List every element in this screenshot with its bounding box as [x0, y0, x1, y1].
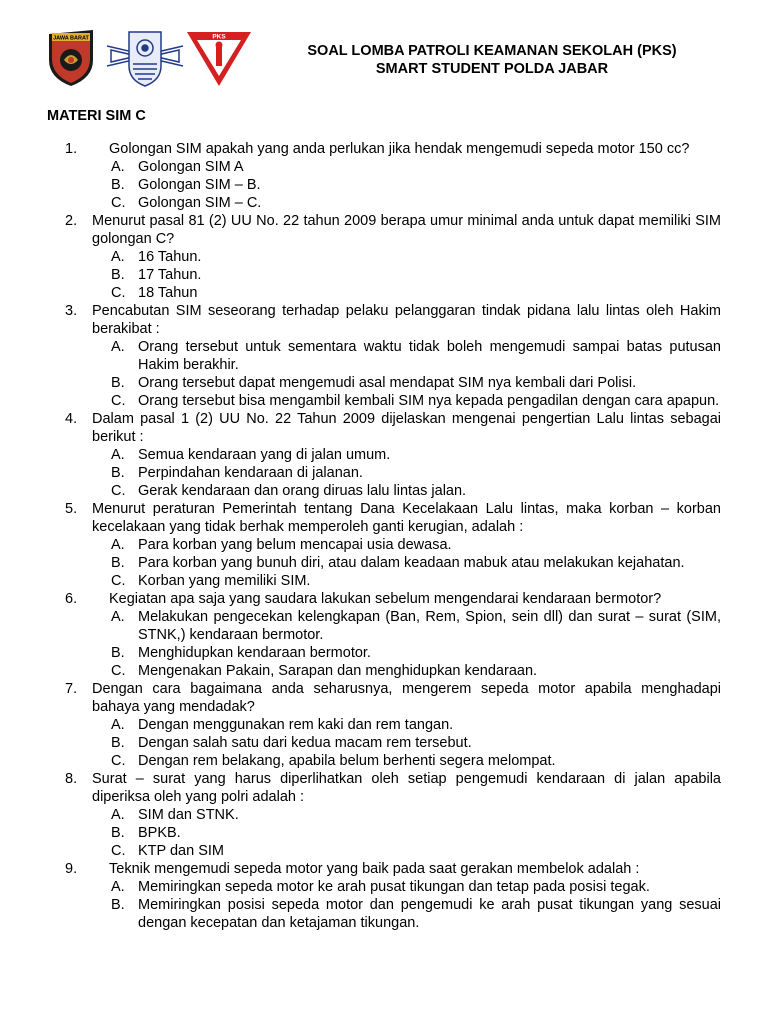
- option-text: Dengan salah satu dari kedua macam rem tersebut.: [138, 735, 472, 751]
- option-letter: A.: [111, 609, 125, 625]
- option-text: 18 Tahun: [138, 285, 198, 301]
- polda-jabar-logo: [49, 30, 93, 86]
- jabar-label: JAWA BARAT: [53, 35, 89, 42]
- question-number: 6.: [65, 591, 78, 607]
- option-letter: C.: [111, 483, 126, 499]
- option-letter: B.: [111, 267, 125, 283]
- section-title: MATERI SIM C: [47, 108, 146, 124]
- answer-option: [47, 878, 721, 896]
- option-letter: A.: [111, 249, 125, 265]
- option-text: Semua kendaraan yang di jalan umum.: [138, 447, 391, 463]
- option-letter: A.: [111, 717, 125, 733]
- question-item: [47, 860, 721, 878]
- option-text: Orang tersebut dapat mengemudi asal mendapat SIM nya kembali dari Polisi.: [138, 375, 637, 391]
- answer-option: [47, 464, 721, 482]
- question-list: [47, 140, 721, 932]
- question-item: [47, 140, 721, 158]
- header-title-line2: SMART STUDENT POLDA JABAR: [375, 60, 609, 77]
- option-text: 17 Tahun.: [138, 267, 202, 283]
- answer-option: [47, 482, 721, 500]
- answer-option: [47, 374, 721, 392]
- answer-option: [47, 284, 721, 302]
- option-text: Korban yang memiliki SIM.: [138, 573, 311, 589]
- document-header: [256, 43, 728, 78]
- polri-emblem-logo: [107, 32, 183, 86]
- answer-option: [47, 446, 721, 464]
- question-number: 7.: [65, 681, 78, 697]
- option-letter: C.: [111, 195, 126, 211]
- option-letter: B.: [111, 465, 125, 481]
- option-text: KTP dan SIM: [138, 843, 224, 859]
- option-letter: A.: [111, 159, 125, 175]
- answer-option: [47, 608, 721, 644]
- answer-option: [47, 554, 721, 572]
- answer-option: [47, 716, 721, 734]
- option-letter: C.: [111, 843, 126, 859]
- answer-option: [47, 662, 721, 680]
- question-text: Menurut peraturan Pemerintah tentang Dana Kecelakaan Lalu lintas, maka korban – korban kecelakaan yang tidak berhak memperoleh ganti kerugian, adalah :: [92, 501, 721, 535]
- option-text: Orang tersebut bisa mengambil kembali SIM nya kepada pengadilan dengan cara apapun.: [138, 393, 720, 409]
- option-text: Memiringkan sepeda motor ke arah pusat tikungan dan tetap pada posisi tegak.: [138, 879, 650, 895]
- question-number: 1.: [65, 141, 78, 157]
- question-text: Pencabutan SIM seseorang terhadap pelaku pelanggaran tindak pidana lalu lintas oleh Hakim berakibat :: [92, 303, 721, 337]
- option-text: Perpindahan kendaraan di jalanan.: [138, 465, 363, 481]
- option-text: Para korban yang bunuh diri, atau dalam keadaan mabuk atau melakukan kejahatan.: [138, 555, 685, 571]
- question-text: Menurut pasal 81 (2) UU No. 22 tahun 2009 berapa umur minimal anda untuk dapat memiliki SIM golongan C?: [92, 213, 721, 247]
- answer-option: [47, 158, 721, 176]
- logos-svg: [45, 26, 255, 88]
- answer-option: [47, 248, 721, 266]
- answer-option: [47, 572, 721, 590]
- option-text: Memiringkan posisi sepeda motor dan pengemudi ke arah pusat tikungan yang sesuai dengan kecepatan dan ketajaman tikungan.: [138, 897, 721, 931]
- answer-option: [47, 176, 721, 194]
- option-text: Golongan SIM – B.: [138, 177, 261, 193]
- question-text: Kegiatan apa saja yang saudara lakukan sebelum mengendarai kendaraan bermotor?: [109, 591, 662, 607]
- option-text: Golongan SIM – C.: [138, 195, 262, 211]
- option-letter: B.: [111, 555, 125, 571]
- option-text: Golongan SIM A: [138, 159, 244, 175]
- option-text: Mengenakan Pakain, Sarapan dan menghidupkan kendaraan.: [138, 663, 538, 679]
- answer-option: [47, 806, 721, 824]
- option-text: Dengan menggunakan rem kaki dan rem tangan.: [138, 717, 454, 733]
- answer-option: [47, 842, 721, 860]
- option-letter: B.: [111, 735, 125, 751]
- option-text: Melakukan pengecekan kelengkapan (Ban, Rem, Spion, sein dll) dan surat – surat (SIM, STNK,) kendaraan bermotor.: [138, 609, 721, 643]
- option-text: 16 Tahun.: [138, 249, 202, 265]
- logo-row: [45, 26, 255, 88]
- option-text: SIM dan STNK.: [138, 807, 239, 823]
- option-letter: B.: [111, 897, 125, 913]
- option-letter: B.: [111, 375, 125, 391]
- option-letter: C.: [111, 663, 126, 679]
- option-letter: A.: [111, 339, 125, 355]
- option-letter: A.: [111, 537, 125, 553]
- option-letter: B.: [111, 177, 125, 193]
- header-title-line1: SOAL LOMBA PATROLI KEAMANAN SEKOLAH (PKS): [307, 43, 677, 59]
- question-number: 9.: [65, 861, 78, 877]
- option-text: Menghidupkan kendaraan bermotor.: [138, 645, 371, 661]
- question-number: 8.: [65, 771, 78, 787]
- pks-label: PKS: [212, 33, 226, 41]
- question-item: [47, 680, 721, 716]
- question-item: [47, 410, 721, 446]
- option-text: Gerak kendaraan dan orang diruas lalu lintas jalan.: [138, 483, 467, 499]
- option-letter: A.: [111, 879, 125, 895]
- option-letter: A.: [111, 447, 125, 463]
- answer-option: [47, 644, 721, 662]
- option-letter: C.: [111, 393, 126, 409]
- question-item: [47, 590, 721, 608]
- answer-option: [47, 536, 721, 554]
- answer-option: [47, 824, 721, 842]
- option-letter: A.: [111, 807, 125, 823]
- question-number: 4.: [65, 411, 78, 427]
- answer-option: [47, 194, 721, 212]
- answer-option: [47, 392, 721, 410]
- question-item: [47, 212, 721, 248]
- answer-option: [47, 338, 721, 374]
- question-item: [47, 500, 721, 536]
- pks-logo: [187, 32, 251, 86]
- answer-option: [47, 752, 721, 770]
- question-text: Surat – surat yang harus diperlihatkan oleh setiap pengemudi kendaraan di jalan apabila diperiksa oleh yang polri adalah :: [92, 771, 721, 805]
- question-number: 5.: [65, 501, 78, 517]
- option-letter: C.: [111, 285, 126, 301]
- option-letter: B.: [111, 825, 125, 841]
- question-item: [47, 770, 721, 806]
- answer-option: [47, 896, 721, 932]
- option-letter: B.: [111, 645, 125, 661]
- option-letter: C.: [111, 573, 126, 589]
- question-text: Dengan cara bagaimana anda seharusnya, mengerem sepeda motor apabila menghadapi bahaya yang mendadak?: [92, 681, 721, 715]
- question-item: [47, 302, 721, 338]
- question-text: Teknik mengemudi sepeda motor yang baik pada saat gerakan membelok adalah :: [109, 861, 640, 877]
- option-text: BPKB.: [138, 825, 181, 841]
- question-number: 3.: [65, 303, 78, 319]
- question-number: 2.: [65, 213, 78, 229]
- option-letter: C.: [111, 753, 126, 769]
- answer-option: [47, 266, 721, 284]
- option-text: Dengan rem belakang, apabila belum berhenti segera melompat.: [138, 753, 556, 769]
- answer-option: [47, 734, 721, 752]
- question-text: Golongan SIM apakah yang anda perlukan jika hendak mengemudi sepeda motor 150 cc?: [109, 141, 690, 157]
- question-text: Dalam pasal 1 (2) UU No. 22 Tahun 2009 dijelaskan mengenai pengertian Lalu lintas sebagai berikut :: [92, 411, 721, 445]
- option-text: Orang tersebut untuk sementara waktu tidak boleh mengemudi sampai batas putusan Hakim berakhir.: [138, 339, 721, 373]
- option-text: Para korban yang belum mencapai usia dewasa.: [138, 537, 452, 553]
